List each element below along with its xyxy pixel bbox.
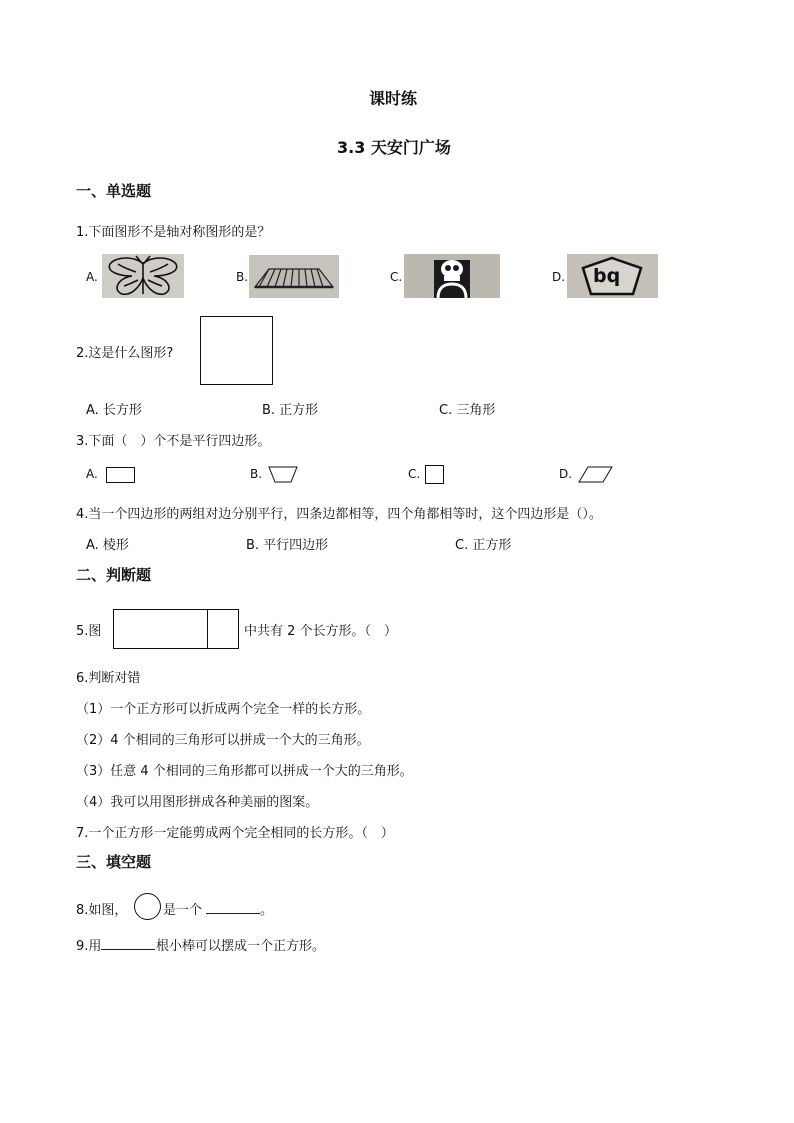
q6-item-4: （4）我可以用图形拼成各种美丽的图案。 — [76, 795, 319, 810]
page-title: 课时练 — [369, 89, 418, 108]
q1-option-d-label: D. — [552, 270, 566, 284]
q1-option-a-label: A. — [86, 270, 98, 284]
fan-image — [249, 255, 339, 298]
question-5-prefix: 5.图 — [76, 624, 102, 639]
trapezoid-shape — [268, 466, 298, 483]
question-7-stem: 7.一个正方形一定能剪成两个完全相同的长方形。（ ） — [76, 826, 394, 841]
rectangle-divider — [207, 610, 208, 648]
divided-rectangle-figure — [113, 609, 239, 649]
question-4-stem: 4.当一个四边形的两组对边分别平行，四条边都相等，四个角都相等时，这个四边形是（）。 — [76, 507, 602, 522]
square-figure — [200, 316, 273, 385]
q6-item-1: （1）一个正方形可以折成两个完全一样的长方形。 — [76, 702, 371, 717]
q4-option-c: C. 正方形 — [455, 538, 512, 553]
q4-option-a: A. 棱形 — [86, 538, 129, 553]
question-8-end: 。 — [260, 903, 274, 918]
q3-option-a-label: A. — [86, 467, 98, 481]
q3-option-c-label: C. — [408, 467, 421, 481]
q8-answer-blank[interactable] — [206, 899, 260, 914]
lesson-title: 3.3 天安门广场 — [337, 138, 451, 157]
pentagon-bq-image — [567, 254, 658, 298]
question-3-stem: 3.下面（ ）个不是平行四边形。 — [76, 434, 271, 449]
question-5-suffix: 中共有 2 个长方形。（ ） — [244, 624, 398, 639]
question-2-stem: 2.这是什么图形? — [76, 346, 174, 361]
q1-option-c-label: C. — [390, 270, 403, 284]
section-heading-fill-blank: 三、填空题 — [76, 853, 152, 871]
question-6-stem: 6.判断对错 — [76, 671, 141, 686]
q3-option-d-label: D. — [559, 467, 573, 481]
section-heading-single-choice: 一、单选题 — [76, 182, 152, 200]
parallelogram-shape — [578, 466, 614, 483]
q6-item-3: （3）任意 4 个相同的三角形都可以拼成一个大的三角形。 — [76, 764, 413, 779]
question-1-stem: 1.下面图形不是轴对称图形的是？ — [76, 225, 271, 240]
small-square-shape — [425, 465, 444, 484]
mask-image — [404, 254, 500, 298]
question-9-prefix: 9.用 — [76, 939, 102, 954]
q9-answer-blank[interactable] — [101, 935, 155, 950]
butterfly-image — [102, 254, 184, 298]
section-heading-true-false: 二、判断题 — [76, 566, 152, 584]
q2-option-c: C. 三角形 — [439, 403, 496, 418]
pentagon-letters: bq — [593, 265, 621, 287]
q3-option-b-label: B. — [250, 467, 263, 481]
q1-option-b-label: B. — [236, 270, 249, 284]
circle-figure — [134, 893, 161, 920]
q2-option-b: B. 正方形 — [262, 403, 319, 418]
question-8-suffix: 是一个 — [163, 903, 203, 918]
q4-option-b: B. 平行四边形 — [246, 538, 329, 553]
q6-item-2: （2）4 个相同的三角形可以拼成一个大的三角形。 — [76, 733, 370, 748]
question-9-suffix: 根小棒可以摆成一个正方形。 — [156, 939, 326, 954]
question-8-prefix: 8.如图， — [76, 903, 128, 918]
q2-option-a: A. 长方形 — [86, 403, 142, 418]
rectangle-shape — [106, 467, 135, 483]
